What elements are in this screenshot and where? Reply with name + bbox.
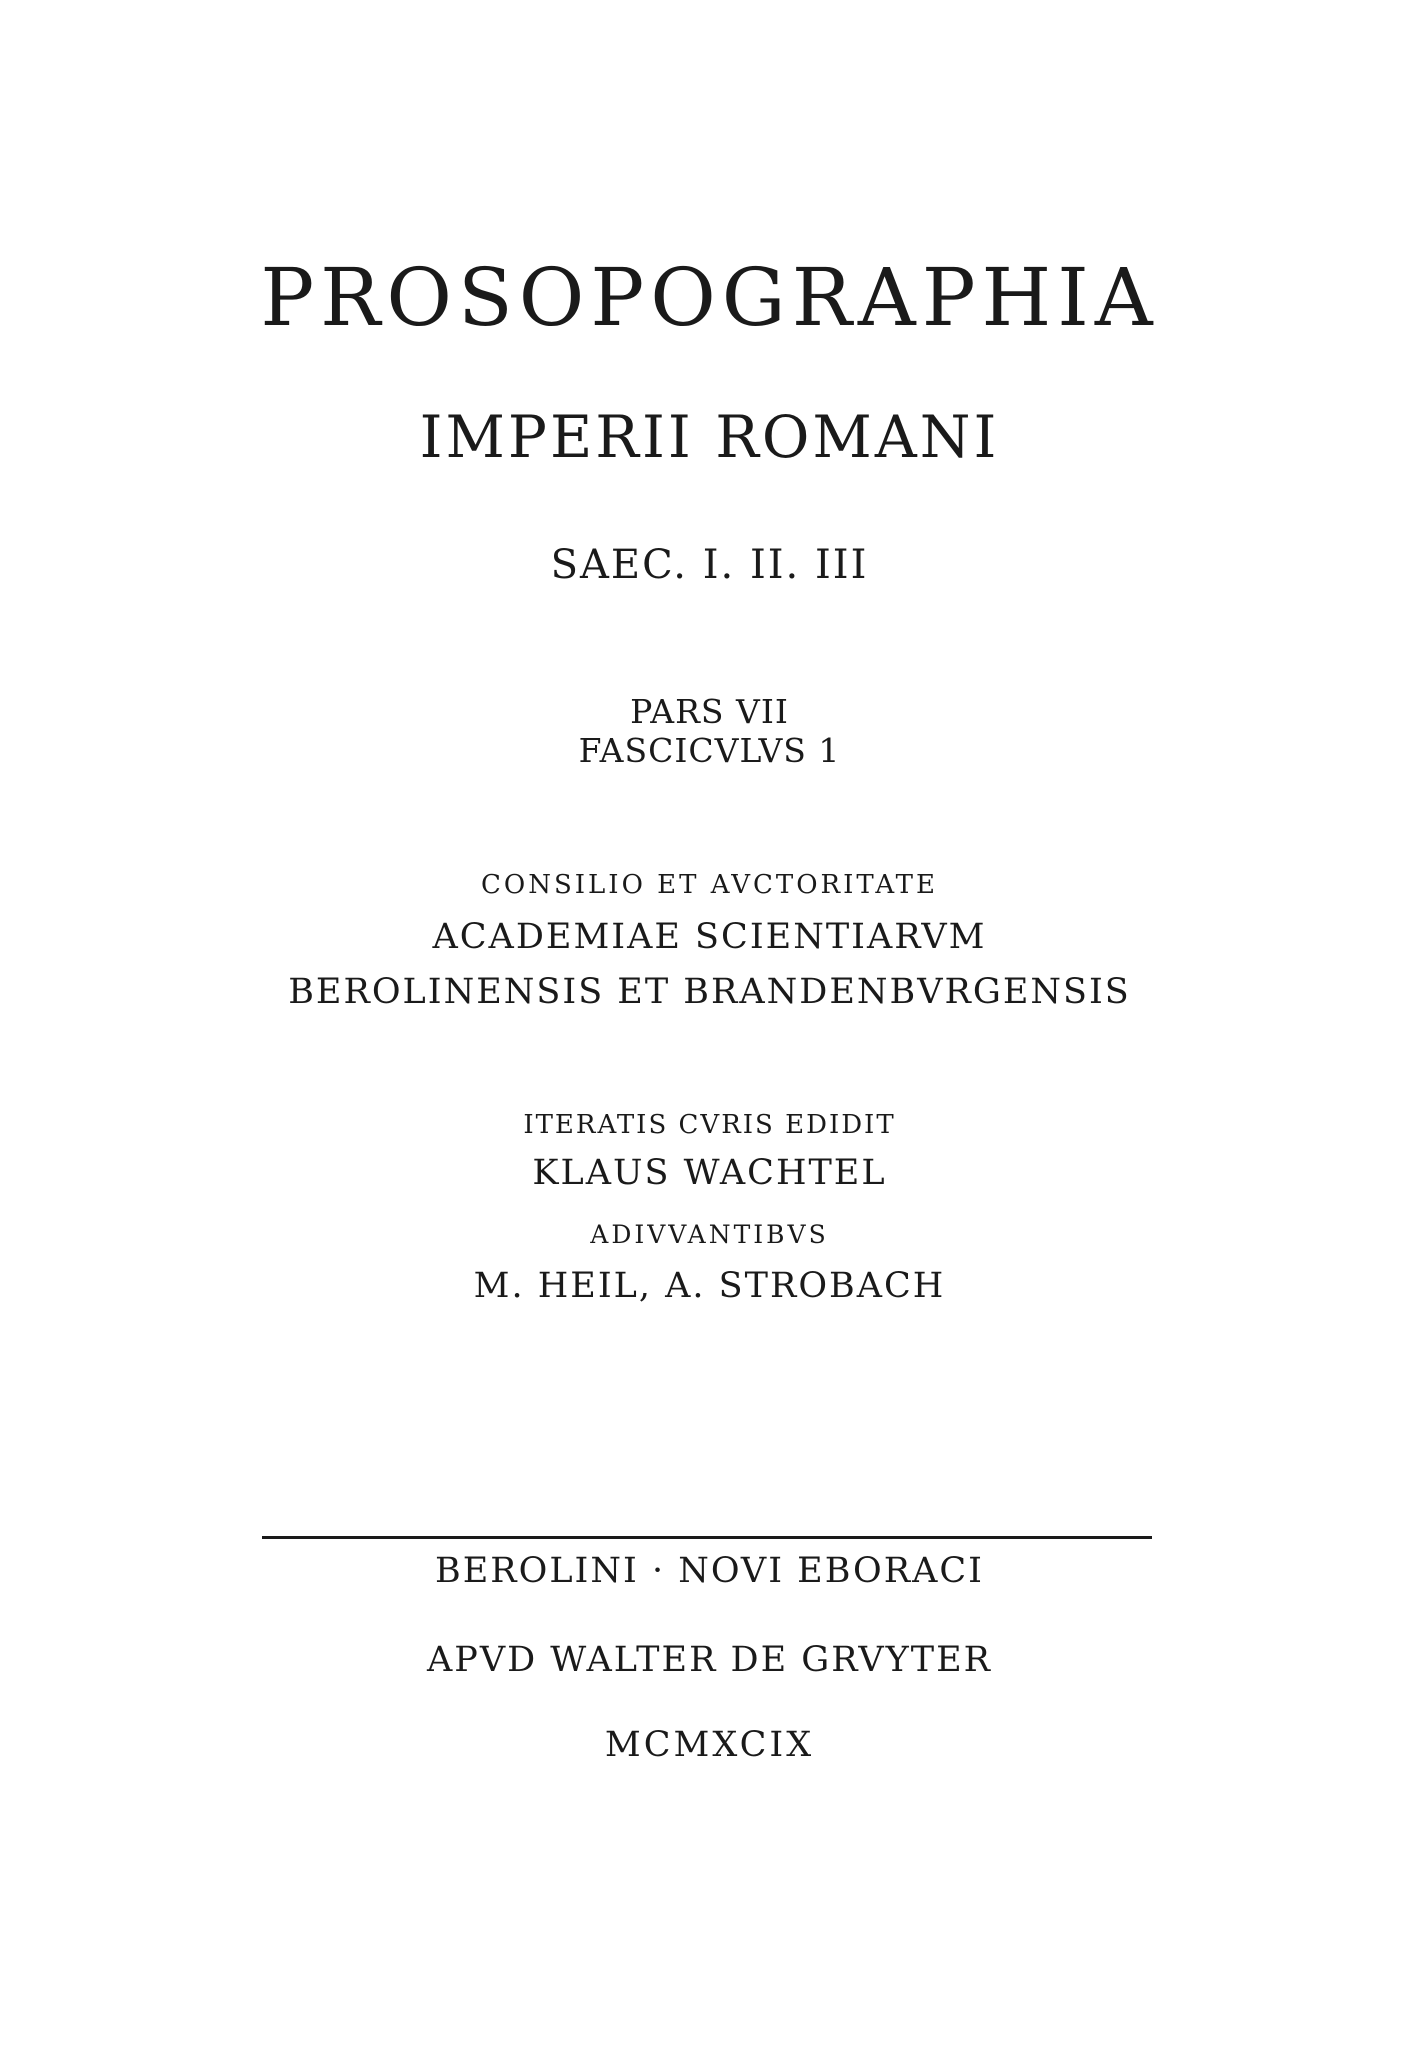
academy-location: BEROLINENSIS ET BRANDENBVRGENSIS	[288, 972, 1131, 1012]
assistants-names: M. HEIL, A. STROBACH	[473, 1266, 946, 1306]
imprint-place: BEROLINI · NOVI EBORACI	[435, 1551, 984, 1591]
imprint-year: MCMXCIX	[604, 1725, 815, 1765]
imprint-publisher: APVD WALTER DE GRVYTER	[427, 1640, 992, 1680]
fascicle-number: FASCICVLVS 1	[578, 731, 841, 770]
book-title: PROSOPOGRAPHIA	[260, 251, 1159, 344]
imprint-divider	[262, 1536, 1152, 1539]
book-subtitle: IMPERII ROMANI	[419, 403, 1000, 471]
part-number: PARS VII	[630, 692, 789, 731]
editor-label: ITERATIS CVRIS EDIDIT	[523, 1110, 896, 1140]
centuries-line: SAEC. I. II. III	[550, 542, 869, 588]
academy-name: ACADEMIAE SCIENTIARVM	[432, 917, 987, 957]
authority-label: CONSILIO ET AVCTORITATE	[481, 870, 938, 900]
assistants-label: ADIVVANTIBVS	[590, 1220, 829, 1249]
editor-name: KLAUS WACHTEL	[532, 1153, 887, 1193]
